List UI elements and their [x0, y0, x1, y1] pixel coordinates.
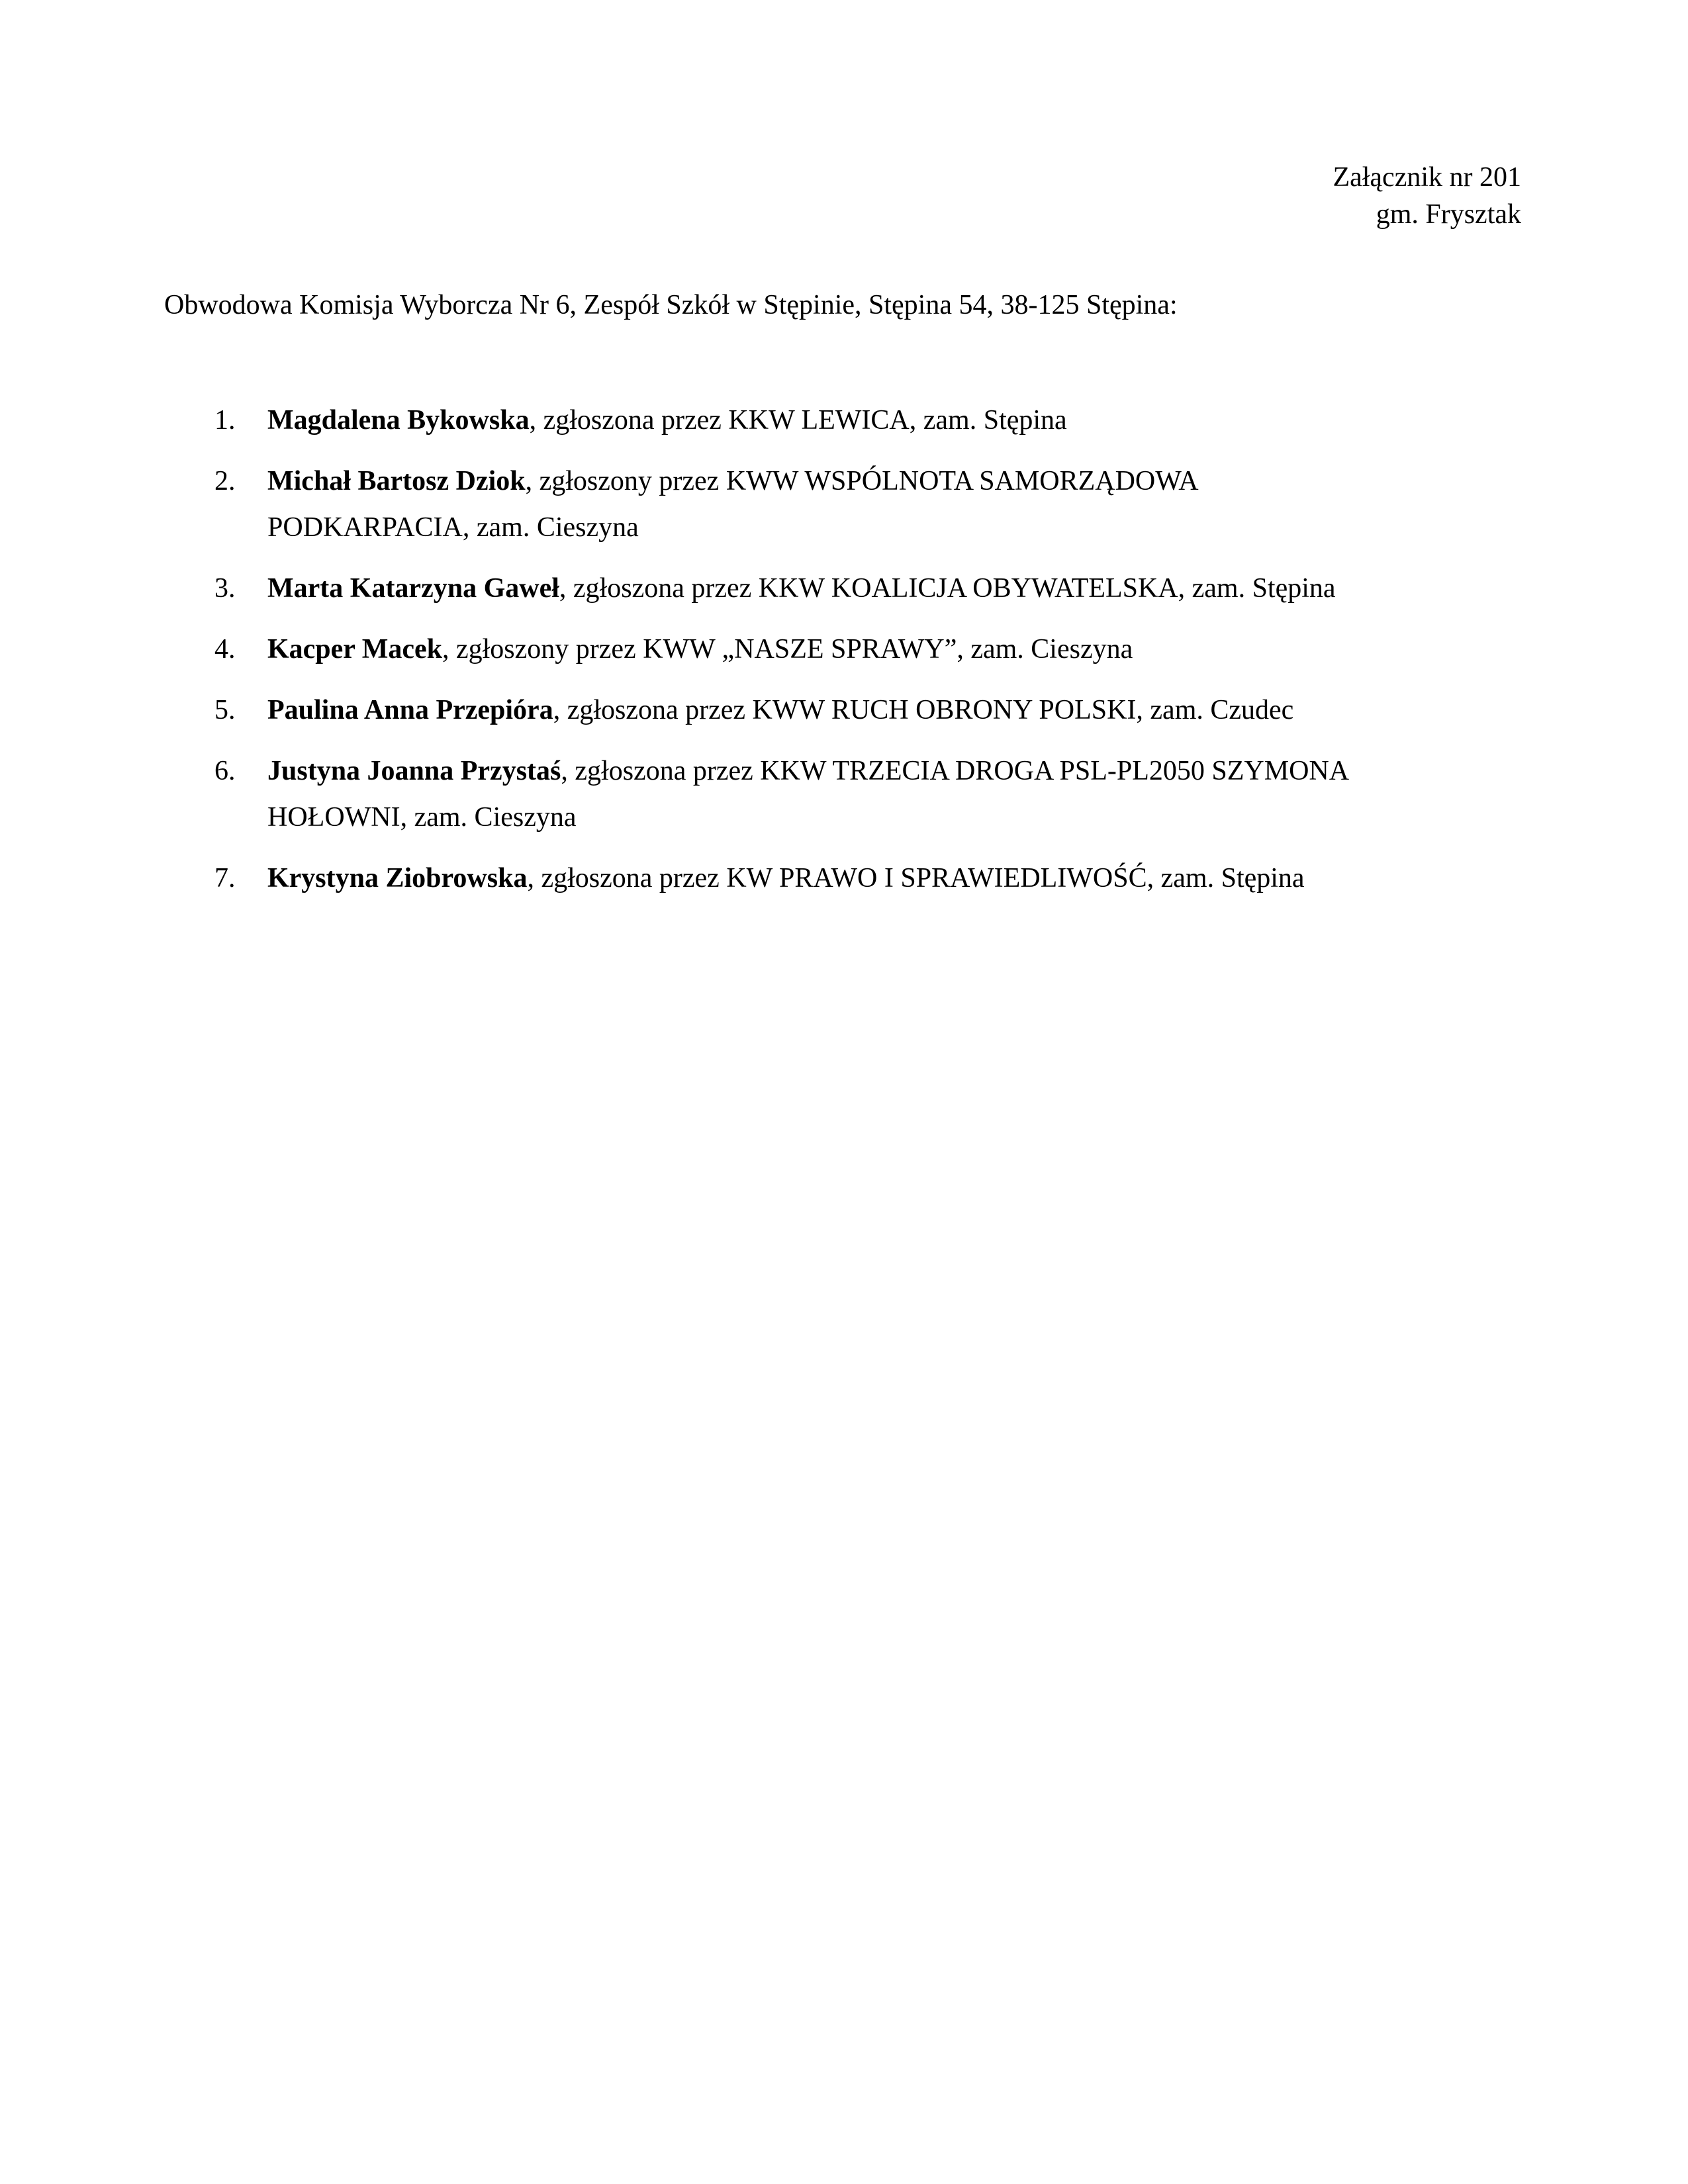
- item-number: 3.: [214, 573, 236, 604]
- list-item: [164, 565, 1528, 612]
- members-list: [164, 397, 1528, 916]
- item-number: 5.: [214, 695, 236, 725]
- member-name: Michał Bartosz Dziok: [267, 466, 526, 496]
- member-name: Kacper Macek: [267, 634, 442, 664]
- member-name: Justyna Joanna Przystaś: [267, 756, 561, 786]
- member-name: Paulina Anna Przepióra: [267, 695, 553, 725]
- item-number: 6.: [214, 756, 236, 786]
- list-item: [164, 458, 1528, 551]
- list-item: [164, 855, 1528, 901]
- member-details: , zgłoszona przez KKW LEWICA, zam. Stępina: [529, 405, 1067, 435]
- list-item: [164, 626, 1528, 672]
- list-item: [164, 397, 1528, 443]
- item-number: 1.: [214, 405, 236, 435]
- member-details: , zgłoszona przez KW PRAWO I SPRAWIEDLIWOŚĆ, zam. Stępina: [527, 863, 1305, 893]
- member-name: Marta Katarzyna Gaweł: [267, 573, 559, 604]
- member-name: Krystyna Ziobrowska: [267, 863, 528, 893]
- member-details-continued: PODKARPACIA, zam. Cieszyna: [267, 512, 639, 543]
- item-number: 2.: [214, 466, 236, 496]
- item-number: 7.: [214, 863, 236, 893]
- member-details: , zgłoszony przez KWW „NASZE SPRAWY”, zam. Cieszyna: [442, 634, 1133, 664]
- member-details: , zgłoszona przez KWW RUCH OBRONY POLSKI, zam. Czudec: [553, 695, 1294, 725]
- municipality: gm. Frysztak: [1376, 199, 1521, 230]
- member-details: , zgłoszona przez KKW TRZECIA DROGA PSL-PL2050 SZYMONA: [561, 756, 1350, 786]
- commission-intro: Obwodowa Komisja Wyborcza Nr 6, Zespół Szkół w Stępinie, Stępina 54, 38-125 Stępina:: [164, 290, 1178, 320]
- member-details: , zgłoszona przez KKW KOALICJA OBYWATELSKA, zam. Stępina: [559, 573, 1336, 604]
- list-item: [164, 687, 1528, 733]
- member-details-continued: HOŁOWNI, zam. Cieszyna: [267, 802, 577, 833]
- attachment-number: Załącznik nr 201: [1333, 162, 1521, 193]
- member-name: Magdalena Bykowska: [267, 405, 530, 435]
- list-item: [164, 748, 1528, 841]
- attachment-header: [1333, 159, 1521, 233]
- member-details: , zgłoszony przez KWW WSPÓLNOTA SAMORZĄDOWA: [525, 466, 1199, 496]
- item-number: 4.: [214, 634, 236, 664]
